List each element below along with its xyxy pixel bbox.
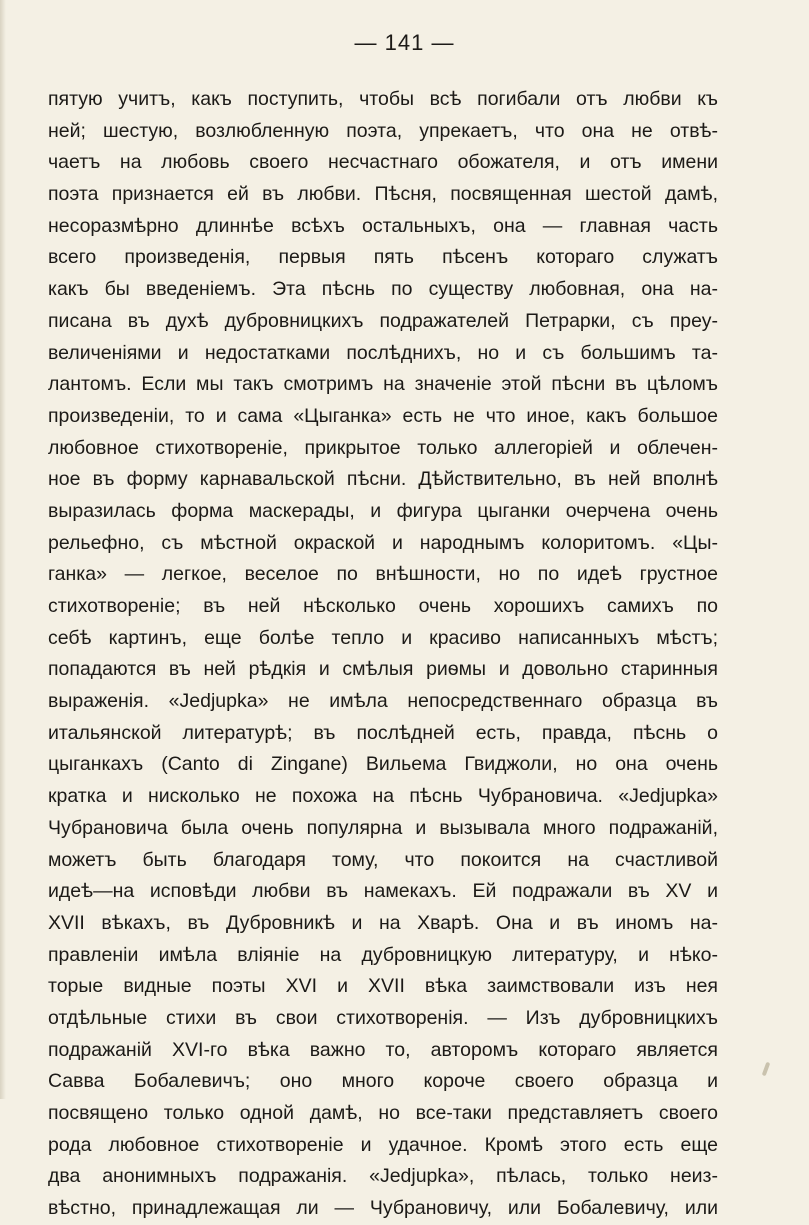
text-line: вѣстно, принадлежащая ли — Чубрановичу, или Бобалевичу, или bbox=[48, 1197, 718, 1220]
text-line: какъ бы введеніемъ. Эта пѣснь по существу любовная, она на- bbox=[48, 278, 718, 301]
text-line: Чубрановича была очень популярна и вызывала много подражаній, bbox=[48, 816, 718, 839]
text-line: отдѣльные стихи въ свои стихотворенія. — Изъ дубровницкихъ bbox=[48, 1006, 718, 1029]
text-line: ное въ форму карнавальской пѣсни. Дѣйствительно, въ ней вполнѣ bbox=[48, 468, 718, 491]
text-line: два анонимныхъ подражанія. «Jedjupka», пѣлась, только неиз- bbox=[48, 1165, 718, 1188]
text-line: подражаній XVI-го вѣка важно то, авторомъ котораго является bbox=[48, 1038, 718, 1061]
text-line: рода любовное стихотвореніе и удачное. Кромѣ этого есть еще bbox=[48, 1133, 718, 1156]
text-line: посвящено только одной дамѣ, но все-таки представляетъ своего bbox=[48, 1102, 718, 1124]
text-line: XVII вѣкахъ, въ Дубровникѣ и на Хварѣ. Она и въ иномъ на- bbox=[48, 911, 718, 934]
text-line: рельефно, съ мѣстной окраской и народнымъ колоритомъ. «Цы- bbox=[48, 531, 718, 554]
text-line: стихотвореніе; въ ней нѣсколько очень хорошихъ самихъ по bbox=[48, 595, 718, 617]
page-edge-shadow bbox=[0, 0, 6, 1099]
text-line: пятую учитъ, какъ поступить, чтобы всѣ погибали отъ любви къ bbox=[48, 88, 718, 110]
text-line: лантомъ. Если мы такъ смотримъ на значеніе этой пѣсни въ цѣломъ bbox=[48, 373, 718, 396]
text-line: правленіи имѣла вліяніе на дубровницкую литературу, и нѣко- bbox=[48, 943, 718, 966]
text-line: выраженія. «Jedjupka» не имѣла непосредственнаго образца въ bbox=[48, 690, 718, 713]
text-line: поэта признается ей въ любви. Пѣсня, посвященная шестой дамѣ, bbox=[48, 183, 718, 206]
text-line: попадаются въ ней рѣдкія и смѣлыя риѳмы и довольно старинныя bbox=[48, 658, 718, 681]
text-line: кратка и нисколько не похожа на пѣснь Чубрановича. «Jedjupka» bbox=[48, 785, 718, 808]
text-line: итальянской литературѣ; въ послѣдней есть, правда, пѣснь о bbox=[48, 721, 718, 744]
text-line: себѣ картинъ, еще болѣе тепло и красиво написанныхъ мѣстъ; bbox=[48, 626, 718, 649]
text-line: Савва Бобалевичъ; оно много короче своего образца и bbox=[48, 1070, 718, 1093]
paper-speck bbox=[762, 1062, 771, 1077]
text-line: ганка» — легкое, веселое по внѣшности, но по идеѣ грустное bbox=[48, 563, 718, 586]
text-line: произведеніи, то и сама «Цыганка» есть не что иное, какъ большое bbox=[48, 404, 718, 427]
text-line: величеніями и недостатками послѣднихъ, но и съ большимъ та- bbox=[48, 341, 718, 364]
text-line: выразилась форма маскерады, и фигура цыганки очерчена очень bbox=[48, 499, 718, 522]
text-line: можетъ быть благодаря тому, что покоится на счастливой bbox=[48, 848, 718, 871]
page-number: — 141 — bbox=[354, 30, 455, 55]
text-line: идеѣ—на исповѣди любви въ намекахъ. Ей подражали въ XV и bbox=[48, 880, 718, 903]
text-line: ней; шестую, возлюбленную поэта, упрекаетъ, что она не отвѣ- bbox=[48, 119, 718, 142]
body-text bbox=[48, 84, 718, 1225]
text-line: цыганкахъ (Canto di Zingane) Вильема Гвиджоли, но она очень bbox=[48, 753, 718, 776]
text-line: чаетъ на любовь своего несчастнаго обожателя, и отъ имени bbox=[48, 151, 718, 174]
text-line: всего произведенія, первыя пять пѣсенъ котораго служатъ bbox=[48, 246, 718, 269]
text-line: писана въ духѣ дубровницкихъ подражателей Петрарки, съ преу- bbox=[48, 309, 718, 332]
text-line: любовное стихотвореніе, прикрытое только аллегоріей и облечен- bbox=[48, 436, 718, 459]
text-line: несоразмѣрно длиннѣе всѣхъ остальныхъ, она — главная часть bbox=[48, 214, 718, 237]
text-line: торые видные поэты XVI и XVII вѣка заимствовали изъ нея bbox=[48, 975, 718, 998]
